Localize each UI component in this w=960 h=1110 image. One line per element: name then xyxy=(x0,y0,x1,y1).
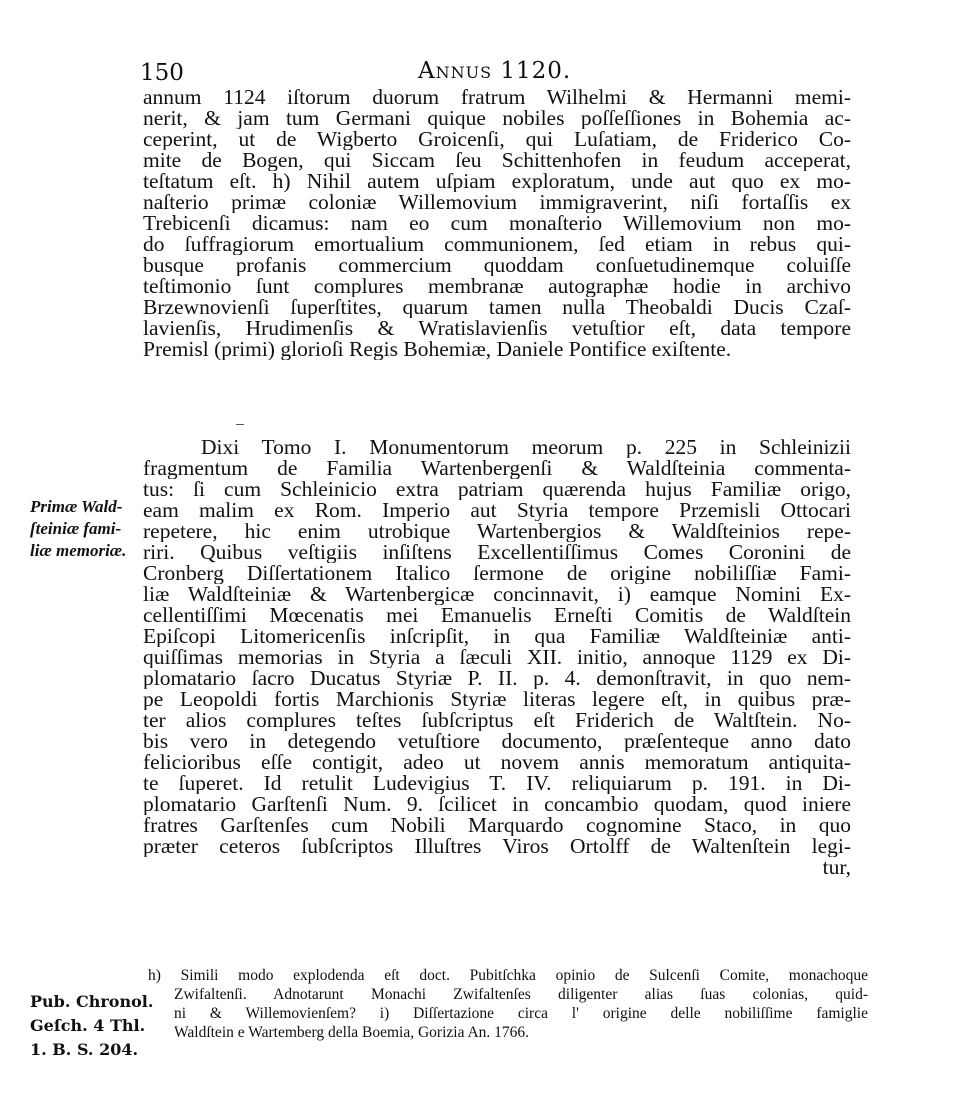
text-line: repetere, hic enim utrobique Wartenbergios & Waldſteinios repe- xyxy=(143,521,851,542)
text-line: lavienſis, Hrudimenſis & Wratislavienſis vetuſtior eſt, data tempore xyxy=(143,318,851,339)
text-line: pe Leopoldi fortis Marchionis Styriæ literas legere eſt, in quibus præ- xyxy=(143,689,851,710)
text-line: annum 1124 iſtorum duorum fratrum Wilhelmi & Hermanni memi- xyxy=(143,87,851,108)
margin-note-line: ſteiniæ fami- xyxy=(30,519,122,538)
text-line: te ſuperet. Id retulit Ludevigius T. IV. reliquiarum p. 191. in Di- xyxy=(143,773,851,794)
paragraph-2 xyxy=(143,437,851,878)
text-line: nerit, & jam tum Germani quique nobiles poſſeſſiones in Bohemia ac- xyxy=(143,108,851,129)
footnote-margin-reference xyxy=(30,990,154,1062)
text-line: bis vero in detegendo vetuſtiore documento, præſenteque anno dato xyxy=(143,731,851,752)
text-line: Premisl (primi) glorioſi Regis Bohemiæ, Daniele Pontifice exiſtente. xyxy=(143,339,732,360)
text-line: eam malim ex Rom. Imperio aut Styria tempore Przemisli Ottocari xyxy=(143,500,851,521)
text-line: tus: ſi cum Schleinicio extra patriam quærenda hujus Familiæ origo, xyxy=(143,479,851,500)
text-line: ceperint, ut de Wigberto Groicenſi, qui Luſatiam, de Friderico Co- xyxy=(143,129,851,150)
text-line: plomatario Garſtenſi Num. 9. ſcilicet in concambio quodam, quod iniere xyxy=(143,794,851,815)
text-line: teſtatum eſt. h) Nihil autem uſpiam exploratum, unde aut quo ex mo- xyxy=(143,171,851,192)
text-line: riri. Quibus veſtigiis inſiſtens Excellentiſſimus Comes Coronini de xyxy=(143,542,851,563)
text-line: tur, xyxy=(822,857,851,878)
text-line: præter ceteros ſubſcriptos Illuſtres Viros Ortolff de Waltenſtein legi- xyxy=(143,836,851,857)
paragraph-1 xyxy=(143,87,851,360)
text-line: Trebicenſi dicamus: nam eo cum monaſterio Willemovium non mo- xyxy=(143,213,851,234)
text-line: busque profanis commercium quoddam conſuetudinemque coluiſſe xyxy=(143,255,851,276)
footnote-line: h) Simili modo explodenda eſt doct. Pubitſchka opinio de Sulcenſi Comite, monachoque xyxy=(148,967,868,984)
text-line: Brzewnovienſi ſuperſtites, quarum tamen nulla Theobaldi Ducis Czaſ- xyxy=(143,297,851,318)
text-line: quiſſimas memorias in Styria a ſæculi XII. initio, annoque 1129 ex Di- xyxy=(143,647,851,668)
text-line: teſtimonio ſunt complures membranæ autographæ hodie in archivo xyxy=(143,276,851,297)
footnote-line: Waldſtein e Wartemberg della Boemia, Gorizia An. 1766. xyxy=(174,1024,530,1041)
text-line: fratres Garſtenſes cum Nobili Marquardo cognomine Staco, in quo xyxy=(143,815,851,836)
margin-ref-line: 1. B. S. 204. xyxy=(30,1040,139,1059)
margin-note-line: Primæ Wald- xyxy=(30,497,123,516)
margin-note xyxy=(30,496,138,562)
margin-ref-line: Pub. Chronol. xyxy=(30,992,154,1011)
text-line: Epiſcopi Litomericenſis inſcripſit, in qua Familiæ Waldſteiniæ anti- xyxy=(143,626,851,647)
footnote-line: Zwifaltenſi. Adnotarunt Monachi Zwifaltenſes diligenter alias ſuas colonias, quid- xyxy=(174,986,868,1003)
text-line: felicioribus eſſe contigit, adeo ut novem annis memoratum antiquita- xyxy=(143,752,851,773)
text-line: Cronberg Diſſertationem Italico ſermone de origine nobiliſſiæ Fami- xyxy=(143,563,851,584)
text-line: Dixi Tomo I. Monumentorum meorum p. 225 in Schleinizii xyxy=(201,437,851,458)
text-line: do ſuffragiorum emortualium communionem, ſed etiam in rebus qui- xyxy=(143,234,851,255)
footnotes xyxy=(148,966,868,1042)
divider xyxy=(236,424,244,425)
margin-ref-line: Geſch. 4 Thl. xyxy=(30,1016,146,1035)
text-line: naſterio primæ coloniæ Willemovium immigraverint, niſi fortaſſis ex xyxy=(143,192,851,213)
margin-note-line: liæ memoriæ. xyxy=(30,541,127,560)
text-line: plomatario ſacro Ducatus Styriæ P. II. p. 4. demonſtravit, in quo nem- xyxy=(143,668,851,689)
text-line: cellentiſſimi Mœcenatis mei Emanuelis Erneſti Comitis de Waldſtein xyxy=(143,605,851,626)
text-line: ter alios complures teſtes ſubſcriptus eſt Friderich de Waltſtein. No- xyxy=(143,710,851,731)
page-number: 150 xyxy=(140,60,184,86)
text-line: mite de Bogen, qui Siccam ſeu Schittenhofen in feudum acceperat, xyxy=(143,150,851,171)
footnote-line: ni & Willemovienſem? i) Diſſertazione circa l' origine delle nobiliſſime famiglie xyxy=(174,1005,868,1022)
text-line: liæ Waldſteiniæ & Wartenbergicæ concinnavit, i) eamque Nomini Ex- xyxy=(143,584,851,605)
text-line: fragmentum de Familia Wartenbergenſi & Waldſteinia commenta- xyxy=(143,458,851,479)
running-head: Annus 1120. xyxy=(418,58,572,84)
